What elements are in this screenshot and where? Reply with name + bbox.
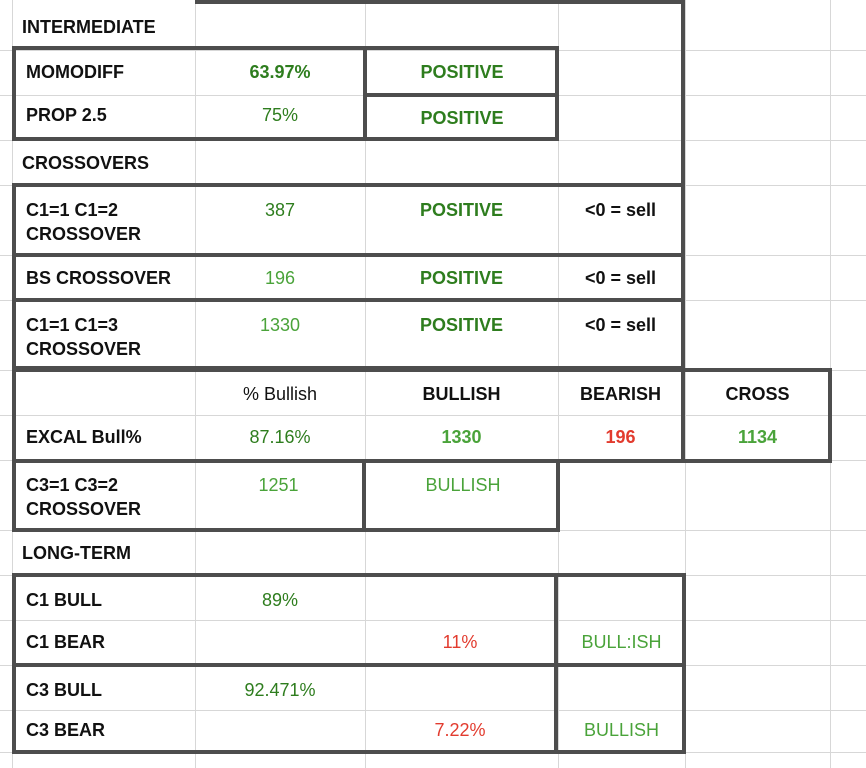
prop-signal: POSITIVE: [420, 108, 504, 128]
excal-label: EXCAL Bull%: [26, 427, 142, 447]
momodiff-label: MOMODIFF: [26, 62, 124, 82]
section-intermediate: INTERMEDIATE: [22, 17, 156, 37]
excal-cross: 1134: [737, 427, 778, 447]
momodiff-value: 63.97%: [249, 62, 311, 82]
momodiff-signal: POSITIVE: [420, 62, 504, 82]
c1c2-rule: <0 = sell: [584, 200, 657, 220]
bs-crossover-label: BS CROSSOVER: [26, 268, 172, 288]
c1-bull-label: C1 BULL: [26, 590, 102, 610]
excal-header-cross: CROSS: [725, 384, 790, 404]
c3cross-label-line1: C3=1 C3=2: [26, 475, 119, 495]
c1c2-signal: POSITIVE: [419, 200, 504, 220]
c1c2-value: 387: [264, 200, 296, 220]
c1-bear-value: 11%: [442, 632, 478, 652]
c3cross-label-line2: CROSSOVER: [26, 499, 142, 519]
c3-bear-label: C3 BEAR: [26, 720, 106, 740]
c3cross-signal: BULLISH: [425, 475, 501, 495]
excal-header-bearish: BEARISH: [579, 384, 661, 404]
c3-bear-value: 7.22%: [434, 720, 486, 740]
c3-bear-signal: BULLISH: [583, 720, 660, 740]
c1-bear-label: C1 BEAR: [26, 632, 106, 652]
bs-crossover-rule: <0 = sell: [584, 268, 657, 288]
c1c3-value: 1330: [259, 315, 301, 335]
c1c2-label-line1: C1=1 C1=2: [26, 200, 119, 220]
c3-bull-value: 92.471%: [244, 680, 316, 700]
bs-crossover-signal: POSITIVE: [419, 268, 504, 288]
excal-bearish: 196: [605, 427, 636, 447]
c1c2-label-line2: CROSSOVER: [26, 224, 142, 244]
c1c3-rule: <0 = sell: [584, 315, 657, 335]
c1-bear-signal: BULL:ISH: [581, 632, 662, 652]
prop-label: PROP 2.5: [26, 105, 107, 125]
c1c3-signal: POSITIVE: [419, 315, 504, 335]
section-crossovers: CROSSOVERS: [22, 153, 150, 173]
c3cross-value: 1251: [258, 475, 299, 495]
c1c3-label-line1: C1=1 C1=3: [26, 315, 119, 335]
excal-bullish: 1330: [441, 427, 482, 447]
c1-bull-value: 89%: [261, 590, 299, 610]
c1c3-label-line2: CROSSOVER: [26, 339, 142, 359]
excal-header-bullish: BULLISH: [422, 384, 501, 404]
section-long-term: LONG-TERM: [22, 543, 131, 563]
excal-header-pct: % Bullish: [242, 384, 318, 404]
c3-bull-label: C3 BULL: [26, 680, 102, 700]
prop-value: 75%: [261, 105, 299, 125]
excal-pct: 87.16%: [249, 427, 311, 447]
bs-crossover-value: 196: [264, 268, 296, 288]
